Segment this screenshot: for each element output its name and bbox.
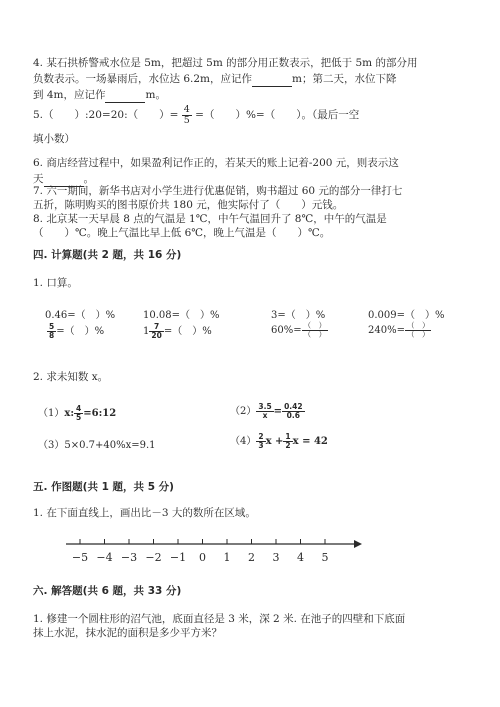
section-4-question-2: 2. 求未知数 x。 <box>33 371 109 383</box>
oral-calc-4: 0.009=（ ）% <box>368 310 445 321</box>
oral-calc-7: 60%= $\frac{( )}{( )}$ <box>271 321 327 339</box>
equation-3: （3）5×0.7+40%x=9.1 <box>38 440 156 451</box>
oral-calc-6: 1 $\frac{7}{20}$ =（ ）% <box>143 322 212 340</box>
oral-calc-2: 10.08=（ ）% <box>143 310 220 321</box>
question-4-line-1: 4. 某石拱桥警戒水位是 5m，把超过 5m 的部分用正数表示，把低于 5m 的部分用 <box>33 57 418 69</box>
oral-calc-1: 0.46=（ ）% <box>45 310 116 321</box>
section-4-heading: 四. 计算题(共 2 题，共 16 分) <box>33 249 182 261</box>
number-line-tick-label: 2 <box>248 551 255 564</box>
fraction-four-fifths: $\frac{4}{5}$ <box>183 103 190 126</box>
equation-1: （1）x: $\frac{4}{5}$ =6:12 <box>38 404 117 422</box>
oral-calc-3: 3=（ ）% <box>271 310 326 321</box>
number-line-arrow-icon <box>354 540 362 548</box>
number-line-tick-label: −5 <box>71 551 89 564</box>
number-line-tick-label: 1 <box>223 551 231 564</box>
section-5-heading: 五. 作图题(共 1 题，共 5 分) <box>33 481 174 493</box>
number-line-tick-label: −1 <box>169 551 187 564</box>
question-7-line-1: 7. 六一期间，新华书店对小学生进行优惠促销，购书超过 60 元的部分一律打七 <box>33 185 403 197</box>
question-6-line-2: 天 。 <box>33 173 94 185</box>
question-4-line-2: 负数表示。一场暴雨后，水位达 6.2m，应记作 m；第二天，水位下降 <box>33 73 397 85</box>
section-5-question-1: 1. 在下面直线上，画出比－3 大的数所在区域。 <box>33 507 256 519</box>
equation-2: （2） $\frac{3.5}{x}$ = $\frac{0.42}{0.6}$ <box>230 402 303 420</box>
equation-4: （4） $\frac{2}{3}$ x + $\frac{1}{2}$ x = 42 <box>230 432 328 450</box>
number-line-tick-label: 5 <box>321 551 329 564</box>
number-line-tick-label: 3 <box>272 551 280 564</box>
number-line-tick-label: 0 <box>199 551 206 564</box>
question-5-line-2: 填小数） <box>33 133 75 145</box>
oral-calc-5: $\frac{5}{8}$ =（ ）% <box>49 322 105 340</box>
oral-calc-8: 240%= $\frac{( )}{( )}$ <box>368 321 430 339</box>
number-line-tick-label: −2 <box>145 551 162 564</box>
question-6-line-1: 6. 商店经营过程中，如果盈利记作正的，若某天的账上记着-200 元，则表示这 <box>33 157 399 169</box>
question-8-line-1: 8. 北京某一天早晨 8 点的气温是 1℃，中午气温回升了 8℃，中午的气温是 <box>33 213 387 225</box>
section-4-question-1: 1. 口算。 <box>33 277 78 289</box>
question-4-line-3: 到 4m，应记作 m。 <box>33 89 166 101</box>
question-8-line-2: （ ）℃。晚上气温比早上低 6℃，晚上气温是（ ）℃。 <box>33 227 331 239</box>
section-6-question-1-line-2: 抹上水泥，抹水泥的面积是多少平方米？ <box>33 627 222 639</box>
section-6-question-1-line-1: 1. 修建一个圆柱形的沼气池，底面直径是 3 米，深 2 米. 在池子的四壁和下底面 <box>33 613 406 625</box>
question-7-line-2: 五折，陈明购买的图书原价共 180 元，他实际付了（ ）元钱。 <box>33 199 344 211</box>
number-line <box>60 534 370 568</box>
number-line-tick-label: −3 <box>120 551 138 564</box>
section-6-heading: 六. 解答题(共 6 题，共 33 分) <box>33 585 182 597</box>
question-5-line-1: 5.（ ）:20=20:（ ）= $\frac{4}{5}$ =（ ）%=（ ）。（最后一空 <box>33 103 360 126</box>
number-line-tick-label: 4 <box>297 551 304 564</box>
number-line-tick-label: −4 <box>96 551 113 564</box>
